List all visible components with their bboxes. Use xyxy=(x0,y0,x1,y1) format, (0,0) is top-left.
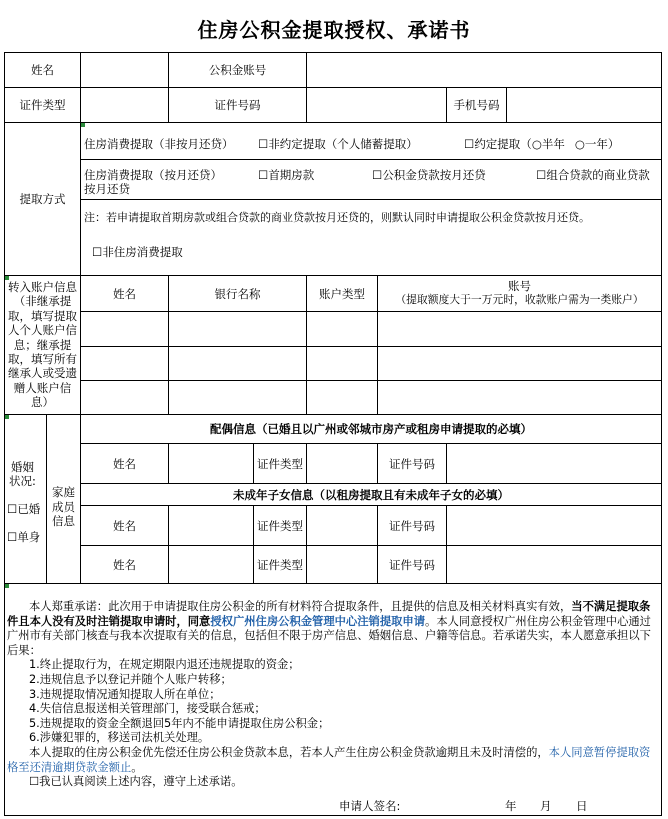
option-single[interactable]: ☐ 单身 xyxy=(7,530,40,544)
phone-field[interactable] xyxy=(507,88,661,122)
row-divider xyxy=(80,199,662,200)
signature-field[interactable] xyxy=(405,795,500,813)
option-married[interactable]: ☐ 已婚 xyxy=(7,502,40,516)
child-1-name-field[interactable] xyxy=(169,506,253,545)
child-2-name-label: 姓名 xyxy=(113,557,136,572)
checkbox-icon xyxy=(92,245,102,259)
checkbox-icon xyxy=(7,502,17,516)
id-type-label: 证件类型 xyxy=(19,98,66,112)
consequence-item: 2.违规信息予以登记并随个人账户转移； xyxy=(29,672,232,686)
col-header-account-type: 账户类型 xyxy=(319,286,365,301)
option-agreed[interactable]: ☐ 约定提取（○半年 ○一年） xyxy=(464,137,619,151)
row-divider xyxy=(80,159,662,160)
spouse-id-number-field[interactable] xyxy=(447,444,661,483)
transfer-row-3-account[interactable] xyxy=(378,381,661,414)
child-1-id-number-field[interactable] xyxy=(447,506,661,545)
consequence-item: 5.违规提取的资金全额退回5年内不能申请提取住房公积金； xyxy=(29,716,330,730)
pledge-p2-a: 本人提取的住房公积金优先偿还住房公积金贷款本息，若本人产生住房公积金贷款逾期且未及时清偿的， xyxy=(29,745,549,759)
withdraw-method-label: 提取方式 xyxy=(19,192,66,206)
col-header-bank: 银行名称 xyxy=(214,286,261,301)
signature-label: 申请人签名: xyxy=(339,799,401,813)
checkbox-icon xyxy=(464,137,474,151)
transfer-row-3-type[interactable] xyxy=(307,381,377,414)
withdraw-note: 注：若申请提取首期房款或组合贷款的商业贷款按月还贷的，则默认同时申请提取公积金贷款按月还贷。 xyxy=(84,211,590,224)
child-1-id-type-field[interactable] xyxy=(307,506,377,545)
checkbox-icon xyxy=(29,775,39,788)
pledge-p2-c: 。 xyxy=(131,760,143,774)
child-1-name-label: 姓名 xyxy=(113,518,136,533)
phone-label: 手机号码 xyxy=(453,98,500,112)
spouse-id-number-label: 证件号码 xyxy=(389,456,435,471)
child-2-id-type-field[interactable] xyxy=(307,546,377,583)
pledge-text xyxy=(7,600,659,790)
transfer-row-1-account[interactable] xyxy=(378,312,661,346)
option-non-agreed[interactable]: ☐ 非约定提取（个人储蓄提取） xyxy=(258,137,418,151)
id-number-label: 证件号码 xyxy=(214,98,261,112)
account-field[interactable] xyxy=(307,53,661,87)
children-section-header: 未成年子女信息（以租房提取且有未成年子女的必填） xyxy=(233,487,509,502)
spouse-name-field[interactable] xyxy=(169,444,253,483)
row-divider xyxy=(4,122,662,123)
pledge-p1-b: 当不满足提取条件且本人没有及时注销提取申请时，同意 xyxy=(7,600,651,628)
radio-icon: ○ xyxy=(574,137,585,151)
transfer-row-1-name[interactable] xyxy=(81,312,168,346)
housing-monthly-label: 住房消费提取（按月还贷） xyxy=(84,168,222,182)
table-right-border xyxy=(661,52,662,816)
spouse-name-label: 姓名 xyxy=(113,456,136,471)
transfer-row-3-name[interactable] xyxy=(81,381,168,414)
col-header-account-number: 账号 （提取额度大于一万元时，收款账户需为一类账户） xyxy=(395,279,644,306)
consequence-item: 6.涉嫌犯罪的，移送司法机关处理。 xyxy=(29,731,210,745)
pledge-p2-b: 本人同意暂停提取资格至还清逾期贷款金额止 xyxy=(7,745,651,774)
housing-non-monthly-label: 住房消费提取（非按月还贷） xyxy=(84,137,234,151)
checkbox-icon xyxy=(7,530,17,544)
comment-marker xyxy=(81,123,85,127)
transfer-row-2-account[interactable] xyxy=(378,347,661,380)
date-month: 月 xyxy=(540,799,552,813)
comment-marker xyxy=(5,584,9,588)
checkbox-icon xyxy=(258,137,268,151)
spouse-section-header: 配偶信息（已婚且以广州或邻城市房产或租房申请提取的必填） xyxy=(210,422,532,436)
spouse-id-type-label: 证件类型 xyxy=(257,456,303,471)
transfer-row-1-type[interactable] xyxy=(307,312,377,346)
child-1-id-number-label: 证件号码 xyxy=(389,518,435,533)
consequence-item: 1.终止提取行为，在规定期限内退还违规提取的资金； xyxy=(29,658,300,672)
radio-icon: ○ xyxy=(531,137,542,151)
confirm-read-checkbox[interactable]: ☐ 我已认真阅读上述内容，遵守上述承诺。 xyxy=(7,775,659,790)
checkbox-icon xyxy=(258,168,268,182)
pledge-p1-c: 授权广州住房公积金管理中心注销提取申请 xyxy=(210,614,426,628)
form-title: 住房公积金提取授权、承诺书 xyxy=(197,18,471,42)
child-2-id-number-label: 证件号码 xyxy=(389,557,435,572)
marriage-label: 婚姻 xyxy=(11,460,34,474)
option-non-housing[interactable]: ☐ 非住房消费提取 xyxy=(92,245,183,259)
table-bottom-border xyxy=(4,815,662,816)
transfer-row-2-bank[interactable] xyxy=(169,347,306,380)
transfer-row-3-bank[interactable] xyxy=(169,381,306,414)
option-fund-loan-monthly[interactable]: ☐ 公积金贷款按月还贷 xyxy=(372,168,486,182)
col-header-name: 姓名 xyxy=(113,286,136,301)
child-1-id-type-label: 证件类型 xyxy=(257,518,303,533)
option-half-year: 半年 xyxy=(541,137,565,151)
id-type-field[interactable] xyxy=(81,88,168,122)
date-day: 日 xyxy=(576,799,588,813)
pledge-p1-a: 本人郑重承诺：此次用于申请提取住房公积金的所有材料符合提取条件，且提供的信息及相关材料真实有效， xyxy=(29,600,572,613)
transfer-row-2-name[interactable] xyxy=(81,347,168,380)
name-label: 姓名 xyxy=(31,63,54,77)
transfer-account-label: 转入账户信息 （非继承提 取，填写提取 人个人账户信 息；继承提 取，填写所有 继承人或受遗 赠人账户信 息） xyxy=(8,280,77,410)
account-label: 公积金账号 xyxy=(208,63,267,77)
checkbox-icon xyxy=(536,168,546,182)
combined-loan-cont: 按月还贷 xyxy=(84,182,130,196)
name-field[interactable] xyxy=(81,53,168,87)
child-2-name-field[interactable] xyxy=(169,546,253,583)
marriage-label-2: 状况: xyxy=(9,474,36,488)
consequence-item: 4.失信信息报送相关管理部门，接受联合惩戒； xyxy=(29,702,266,716)
transfer-row-1-bank[interactable] xyxy=(169,312,306,346)
checkbox-icon xyxy=(372,168,382,182)
comment-marker xyxy=(5,415,9,419)
spouse-id-type-field[interactable] xyxy=(307,444,377,483)
date-year: 年 xyxy=(505,799,517,813)
transfer-row-2-type[interactable] xyxy=(307,347,377,380)
family-members-label: 家庭 成员 信息 xyxy=(52,485,75,528)
option-combined-loan[interactable]: ☐ 组合贷款的商业贷款 xyxy=(536,168,650,182)
child-2-id-type-label: 证件类型 xyxy=(257,557,303,572)
child-2-id-number-field[interactable] xyxy=(447,546,661,583)
pledge-p1-d: 。本人同意授权广州住房公积金管理中心通过广州市有关部门核查与我本次提取有关的信息，包括但不限于房产信息、婚姻信息、户籍等信息。若承诺失实，本人愿意承担以下后果： xyxy=(7,614,651,657)
row-divider xyxy=(4,583,662,584)
consequence-item: 3.违规提取情况通知提取人所在单位； xyxy=(29,687,221,701)
option-one-year: 一年） xyxy=(584,137,620,151)
id-number-field[interactable] xyxy=(307,88,446,122)
option-down-payment[interactable]: ☐ 首期房款 xyxy=(258,168,314,182)
